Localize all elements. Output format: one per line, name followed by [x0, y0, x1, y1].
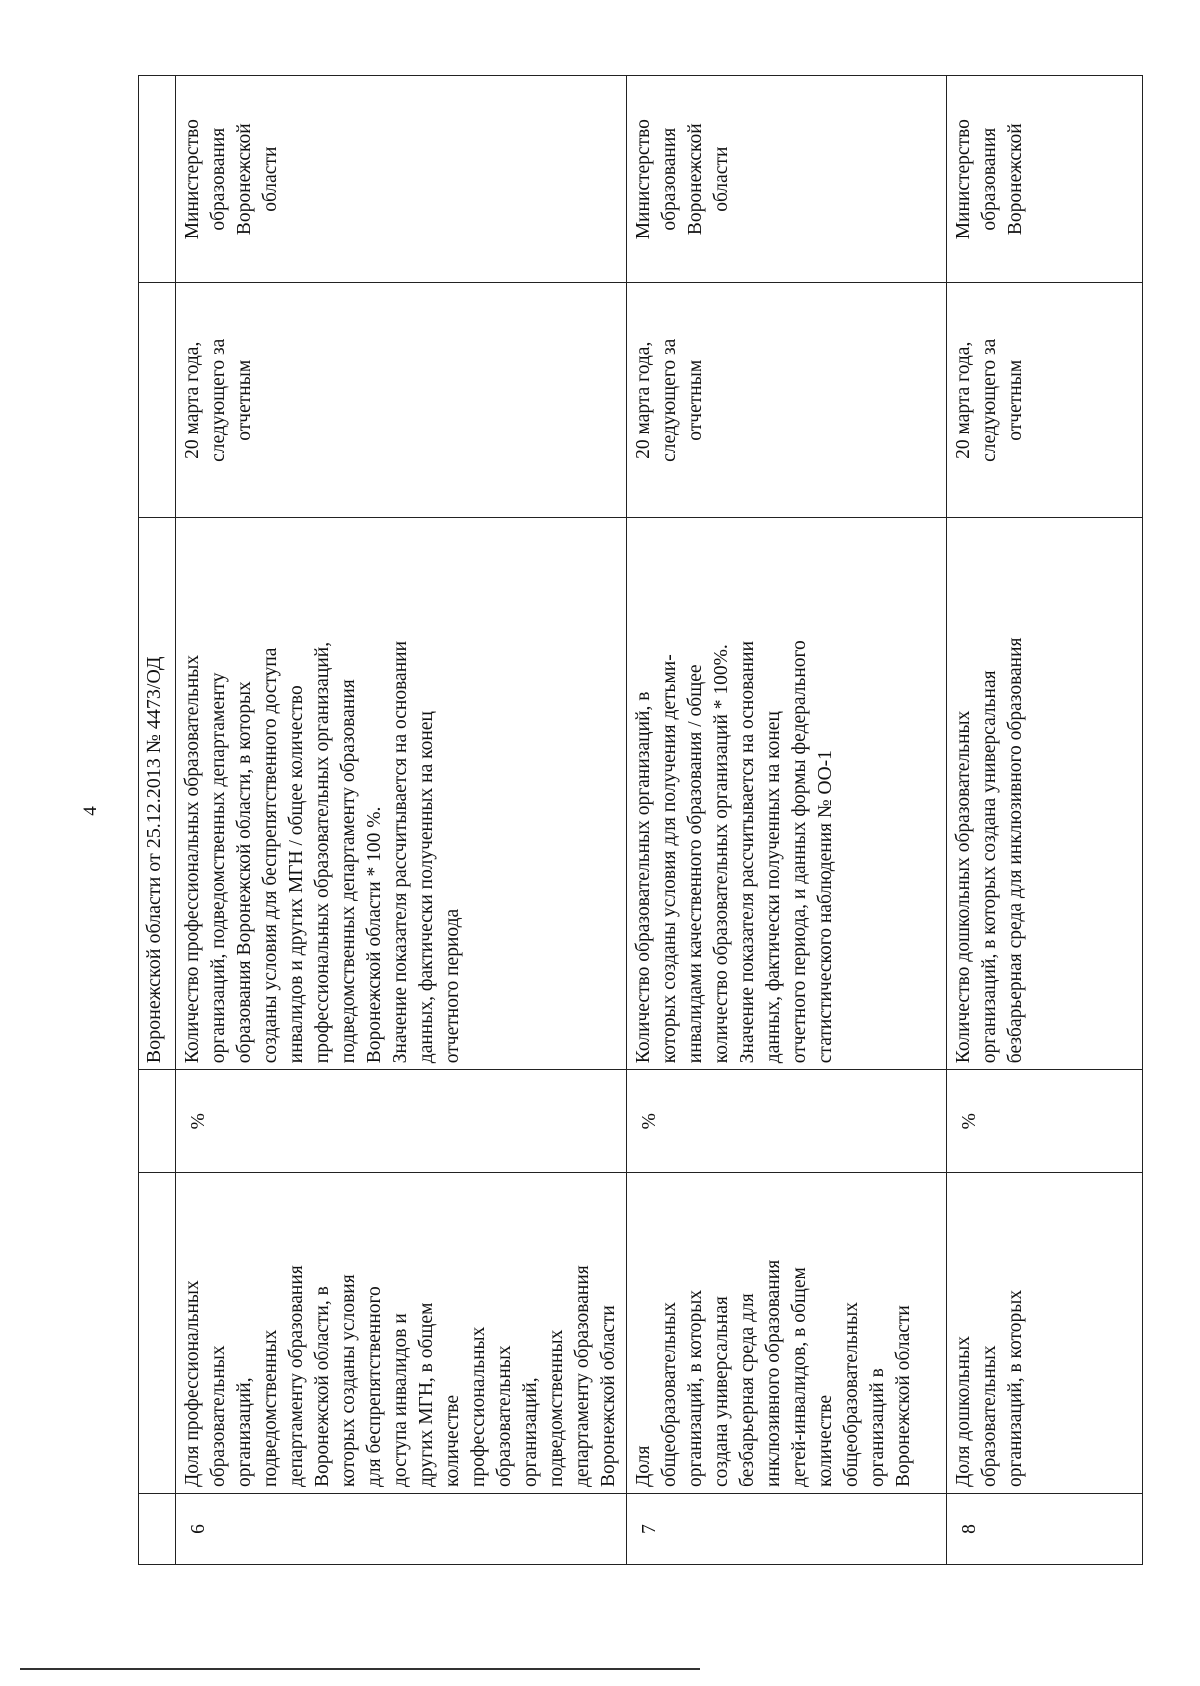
table-row [176, 76, 627, 1565]
calculation-method: Количество профессиональных образовательных организаций, подведомственных департаменту образования Воронежской области, в которых созданы условия для беспрепятственного доступа инвалидов и других МГН / общее количество профессиональных образовательных организаций, подведомственных департаменту образования Воронежской области * 100 %. Значение показателя рассчитывается на основании данных, фактически полученных на конец отчетного периода [176, 518, 627, 1070]
deadline: 20 марта года, следующего за отчетным [627, 283, 947, 518]
unit-of-measure: % [176, 1070, 627, 1173]
header-cell-indicator [139, 1173, 176, 1494]
indicators-table [138, 75, 1143, 1565]
page-number: 4 [79, 806, 101, 816]
unit-of-measure: % [627, 1070, 947, 1173]
row-number: 8 [947, 1494, 1143, 1565]
responsible-body: Министерство образования Воронежской [947, 76, 1143, 283]
header-doc-ref: Воронежской области от 25.12.2013 № 4473/ОД [139, 518, 176, 1070]
table-row [947, 76, 1143, 1565]
deadline: 20 марта года, следующего за отчетным [176, 283, 627, 518]
indicator-name: Доля дошкольных образовательных организаций, в которых [947, 1173, 1143, 1494]
scan-edge-line [20, 1668, 700, 1670]
table-header-row [139, 76, 176, 1565]
header-cell-responsible [139, 76, 176, 283]
table-row [627, 76, 947, 1565]
rotated-table-container [138, 75, 1143, 1565]
responsible-body: Министерство образования Воронежской области [627, 76, 947, 283]
row-number: 6 [176, 1494, 627, 1565]
header-cell-deadline [139, 283, 176, 518]
deadline: 20 марта года, следующего за отчетным [947, 283, 1143, 518]
calculation-method: Количество дошкольных образовательных организаций, в которых создана универсальная безбарьерная среда для инклюзивного образования [947, 518, 1143, 1070]
responsible-body: Министерство образования Воронежской области [176, 76, 627, 283]
indicator-name: Доля общеобразовательных организаций, в которых создана универсальная безбарьерная среда для инклюзивного образования детей-инвалидов, в общем количестве общеобразовательных организаций в Воронежской области [627, 1173, 947, 1494]
unit-of-measure: % [947, 1070, 1143, 1173]
header-cell-num [139, 1494, 176, 1565]
calculation-method: Количество образовательных организаций, в которых созданы условия для получения детьми- инвалидами качественного образования / общее количество образовательных организаций * 100%. Значение показателя рассчитывается на основании данных, фактически полученных на конец отчетного периода, и данных формы федерального статистического наблюдения № ОО-1 [627, 518, 947, 1070]
indicator-name: Доля профессиональных образовательных организаций, подведомственных департаменту образования Воронежской области, в которых созданы условия для беспрепятственного доступа инвалидов и других МГН, в общем количестве профессиональных образовательных организаций, подведомственных департаменту образования Воронежской области [176, 1173, 627, 1494]
row-number: 7 [627, 1494, 947, 1565]
header-cell-unit [139, 1070, 176, 1173]
